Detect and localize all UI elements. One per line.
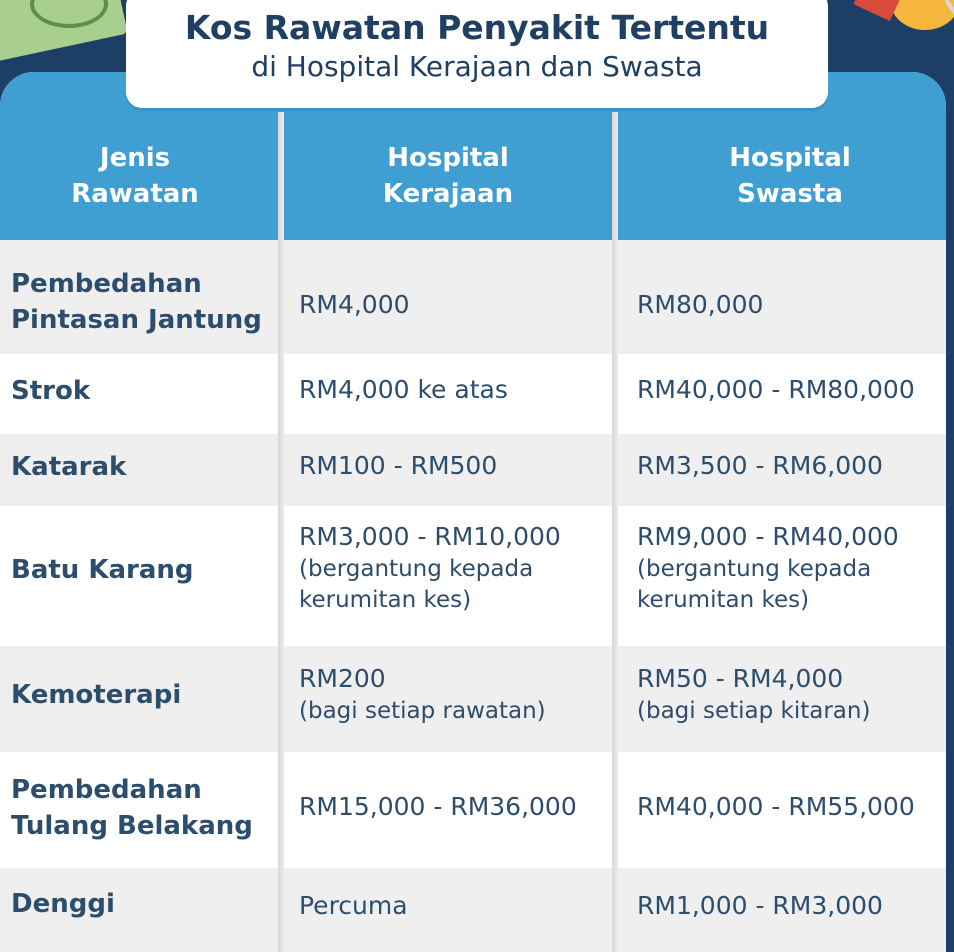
priv-cost: RM40,000 - RM80,000 [637, 375, 915, 404]
header-treatment-type [30, 140, 240, 212]
header-line: Swasta [737, 179, 843, 209]
gov-cost [299, 662, 546, 727]
cost-value: RM50 - RM4,000 [637, 664, 844, 693]
gov-cost: RM4,000 [299, 290, 410, 319]
cost-note: (bagi setiap rawatan) [299, 698, 546, 724]
cost-value: RM9,000 - RM40,000 [637, 522, 899, 551]
header-line: Rawatan [71, 179, 199, 209]
priv-cost: RM3,500 - RM6,000 [637, 451, 883, 480]
header-line: Kerajaan [382, 179, 514, 209]
priv-cost: RM80,000 [637, 290, 764, 319]
label-line: Pembedahan [11, 269, 202, 299]
cost-note: (bergantung kepada [637, 556, 872, 582]
gov-cost: RM4,000 ke atas [299, 375, 508, 404]
treatment-label: Kemoterapi [11, 680, 182, 710]
treatment-label [11, 772, 253, 844]
priv-cost: RM1,000 - RM3,000 [637, 891, 883, 920]
header-private-hospital [680, 140, 900, 212]
coin-decoration [890, 0, 954, 30]
label-line: Pembedahan [11, 775, 202, 805]
treatment-label [11, 266, 262, 338]
label-line: Tulang Belakang [11, 811, 253, 841]
cost-value: RM200 [299, 664, 386, 693]
header-government-hospital [338, 140, 558, 212]
page-subtitle: di Hospital Kerajaan dan Swasta [251, 50, 703, 83]
priv-cost [637, 520, 899, 616]
title-box [126, 0, 828, 108]
column-divider [278, 112, 284, 952]
cost-value: RM3,000 - RM10,000 [299, 522, 561, 551]
header-line: Hospital [387, 143, 509, 173]
treatment-label: Katarak [11, 452, 127, 482]
column-divider [612, 112, 618, 952]
page-title: Kos Rawatan Penyakit Tertentu [184, 8, 770, 47]
gov-cost [299, 520, 561, 616]
label-line: Pintasan Jantung [11, 305, 262, 335]
priv-cost [637, 662, 870, 727]
gov-cost: Percuma [299, 891, 408, 920]
treatment-label: Batu Karang [11, 555, 194, 585]
treatment-label: Denggi [11, 889, 115, 919]
header-line: Hospital [729, 143, 851, 173]
gov-cost: RM15,000 - RM36,000 [299, 792, 577, 821]
cost-note: kerumitan kes) [637, 587, 810, 613]
priv-cost: RM40,000 - RM55,000 [637, 792, 915, 821]
treatment-label: Strok [11, 376, 91, 406]
gov-cost: RM100 - RM500 [299, 451, 498, 480]
header-line: Jenis [99, 143, 171, 173]
cost-note: (bergantung kepada [299, 556, 534, 582]
cost-note: (bagi setiap kitaran) [637, 698, 871, 724]
cost-note: kerumitan kes) [299, 587, 472, 613]
